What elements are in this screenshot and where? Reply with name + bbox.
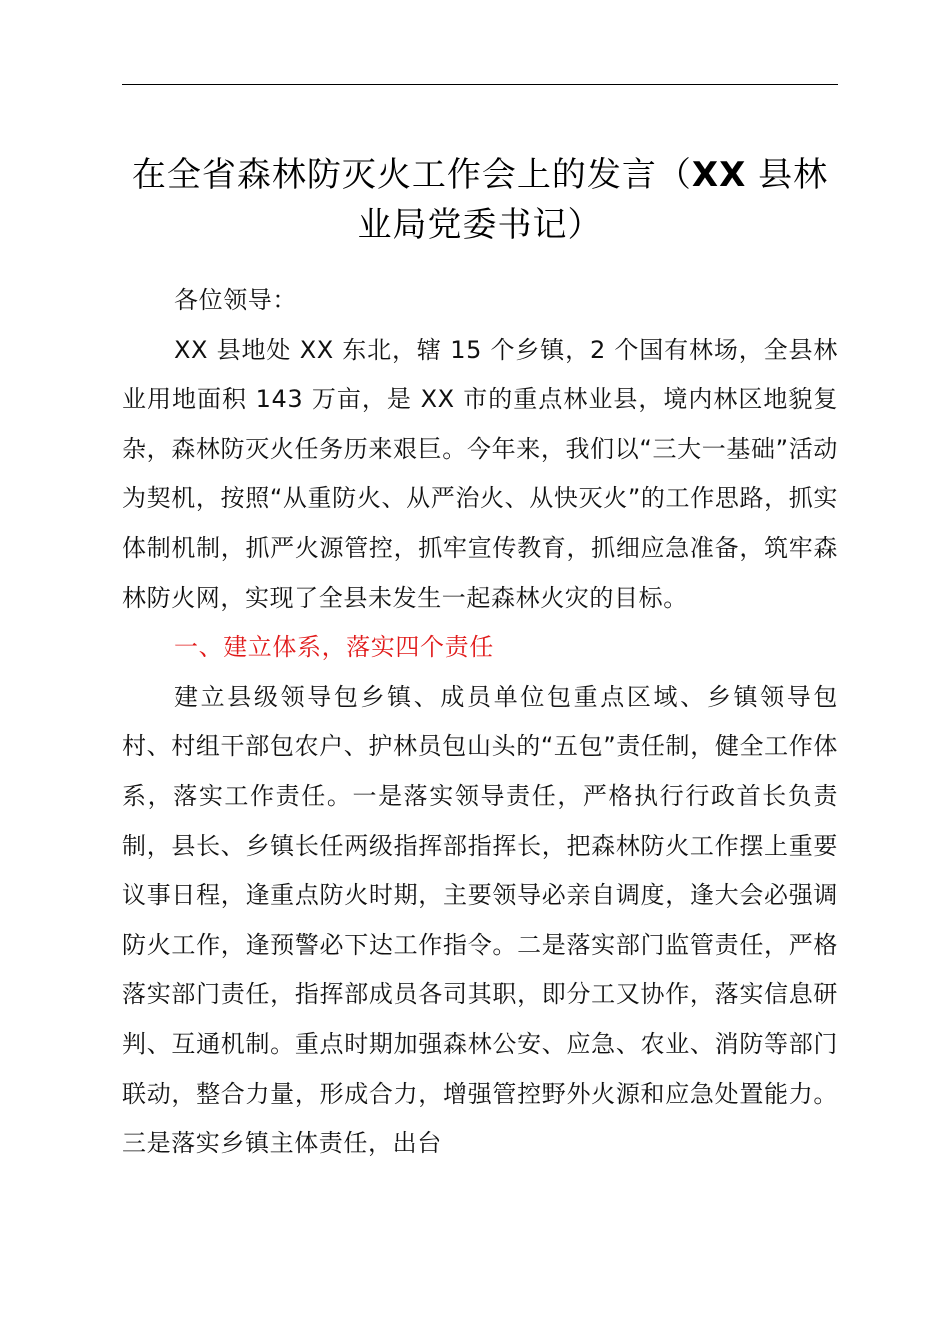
section-heading: 一、建立体系，落实四个责任	[174, 633, 494, 662]
document-title	[110, 150, 850, 250]
header-rule	[122, 84, 838, 85]
title-line1-bold: XX	[691, 155, 747, 195]
section-paragraph: 建立县级领导包乡镇、成员单位包重点区域、乡镇领导包村、村组干部包农户、护林员包山头的“五包”责任制，健全工作体系，落实工作责任。一是落实领导责任，严格执行行政首长负责制，县长、乡镇长任两级指挥部指挥长，把森林防火工作摆上重要议事日程，逢重点防火时期，主要领导必亲自调度，逢大会必强调防火工作，逢预警必下达工作指令。二是落实部门监管责任，严格落实部门责任，指挥部成员各司其职，即分工又协作，落实信息研判、互通机制。重点时期加强森林公安、应急、农业、消防等部门联动，整合力量，形成合力，增强管控野外火源和应急处置能力。三是落实乡镇主体责任，出台	[122, 682, 838, 1158]
title-line1-prefix: 在全省森林防灭火工作会上的发言（	[131, 155, 692, 195]
intro-paragraph: XX 县地处 XX 东北，辖 15 个乡镇，2 个国有林场，全县林业用地面积 143 万亩，是 XX 市的重点林业县，境内林区地貌复杂，森林防灭火任务历来艰巨。今年来，我们以“三大一基础”活动为契机，按照“从重防火、从严治火、从快灭火”的工作思路，抓实体制机制，抓严火源管控，抓牢宣传教育，抓细应急准备，筑牢森林防火网，实现了全县未发生一起森林火灾的目标。	[122, 335, 838, 612]
title-line2: 业局党委书记）	[357, 205, 603, 245]
title-line1-suffix: 县林	[746, 155, 829, 195]
document-body	[122, 276, 838, 1169]
salutation: 各位领导：	[174, 286, 297, 314]
